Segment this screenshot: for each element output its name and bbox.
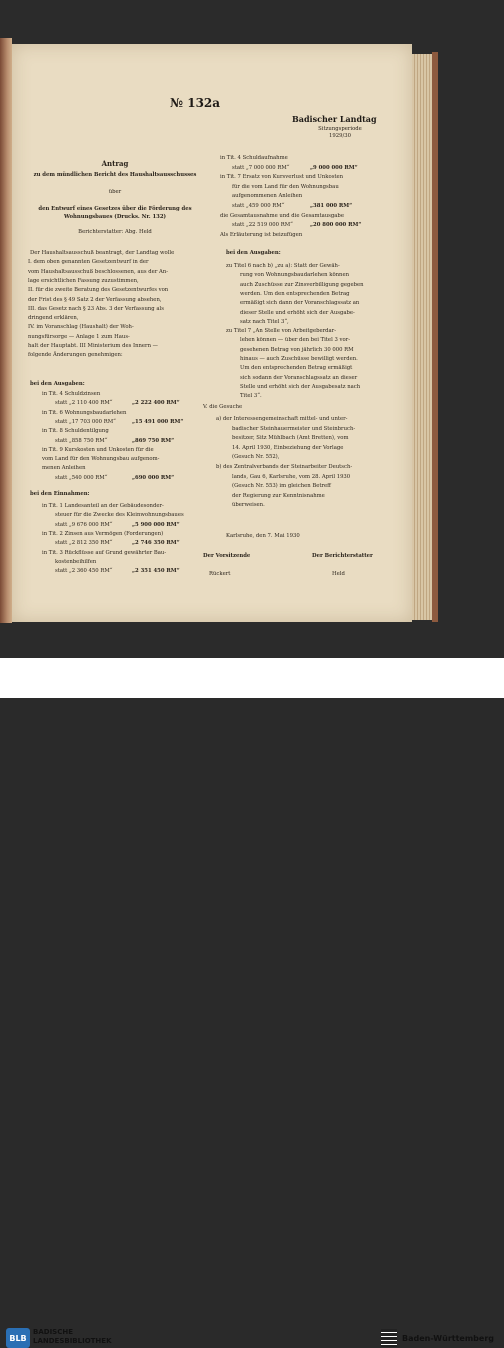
paragraph-line: lage ersichtlichen Fassung zuzustimmen, (28, 277, 139, 284)
right-top-value: „9 000 000 RM“ (310, 164, 358, 171)
einnahmen-line: statt „2 360 450 RM“ (55, 568, 113, 575)
right-top-line: statt „459 000 RM“ (232, 203, 285, 209)
ausgaben-line: statt „17 703 000 RM“ (55, 418, 116, 425)
vorsitzender-label: Der Vorsitzende (203, 553, 251, 559)
einnahmen-line: in Tit. 1 Landesanteil an der Gebäudesonder- (42, 503, 164, 509)
einnahmen-line: in Tit. 2 Zinsen aus Vermögen (Forderungen) (42, 530, 164, 537)
paragraph-line: nungsfürsorge — Anlage 1 zum Haus- (28, 333, 130, 340)
right-top-line: in Tit. 7 Ersatz von Kursverlust und Unkosten (220, 174, 344, 181)
entwurf-line-2: Wohnungsbaues (Drucks. Nr. 132) (63, 214, 167, 220)
berichterstatter-label: Der Berichterstatter (312, 553, 373, 559)
place-date: Karlsruhe, den 7. Mai 1930 (226, 533, 300, 539)
book-cover-right (432, 52, 438, 622)
erlaeuterung-line: Titel 3“. (240, 393, 262, 400)
entwurf-line-1: den Entwurf eines Gesetzes über die Förderung des (38, 206, 192, 212)
erlaeuterung-line: dieser Stelle und erhöht sich der Ausgabe- (240, 309, 355, 316)
ausgaben-value: „2 222 400 RM“ (132, 400, 180, 407)
gesuche-line: überweisen. (232, 502, 265, 509)
berichterstatter-line: Berichterstatter: Abg. Held (78, 229, 152, 235)
erlaeuterung-line: satz nach Titel 3“, (240, 318, 289, 325)
document-number: № 132a (170, 96, 221, 110)
ausgaben-line: in Tit. 6 Wohnungsbaudarlehen (42, 409, 127, 416)
paragraph-line: folgende Änderungen genehmigen: (28, 352, 123, 359)
footer-bar (0, 658, 504, 1345)
ausgaben-value: „690 000 RM“ (132, 474, 175, 481)
antrag-subtitle: zu dem mündlichen Bericht des Haushaltsausschusses (33, 172, 197, 178)
blb-name (33, 1328, 112, 1346)
gesuche-line: b) des Zentralverbands der Steinarbeiter Deutsch- (216, 464, 353, 470)
erlaeuterung-line: auch Zuschüsse zur Zinsverbilligung gegeben (240, 281, 364, 288)
parliament-name: Badischer Landtag (292, 114, 377, 124)
gesuche-line: a) der Interessengemeinschaft mittel- und unter- (216, 416, 348, 422)
paragraph-line: I. dem oben genannten Gesetzentwurf in der (28, 259, 149, 266)
ausgaben-line: menen Anleihen (42, 465, 86, 472)
right-top-value: „381 000 RM“ (310, 203, 353, 209)
antrag-heading: Antrag (101, 159, 129, 168)
gesuche-line: lands, Gau 6, Karlsruhe, vom 28. April 1930 (232, 473, 351, 480)
paragraph-line: der Frist des § 49 Satz 2 der Verfassung absehen, (28, 296, 162, 303)
ausgaben-value: „869 750 RM“ (132, 437, 175, 444)
einnahmen-line: statt „9 676 000 RM“ (55, 521, 113, 528)
right-top-line: Als Erläuterung ist beizufügen (220, 231, 303, 238)
ausgaben-line: statt „858 750 RM“ (55, 437, 108, 444)
session-years: 1929/30 (328, 133, 351, 139)
einnahmen-value: „2 746 350 RM“ (132, 540, 180, 547)
ausgaben-line: in Tit. 9 Kurskosten und Unkosten für die (42, 446, 154, 453)
book-cover-left (0, 38, 12, 623)
paragraph-line: halt der Hauptabt. III Ministerium des Innern — (28, 343, 158, 349)
right-top-line: aufgenommenen Anleihen (232, 193, 303, 200)
einnahmen-value: „5 900 000 RM“ (132, 521, 180, 528)
erlaeuterung-line: rung von Wohnungsbaudarlehen können (240, 272, 350, 279)
gesuche-line: der Regierung zur Kenntnisnahme (232, 492, 325, 499)
ausgaben-line: statt „540 000 RM“ (55, 474, 108, 481)
ausgaben-heading-left: bei den Ausgaben: (30, 381, 85, 387)
erlaeuterung-line: ermäßigt sich dann der Voranschlagssatz an (240, 300, 360, 307)
bw-label: Baden-Württemberg (402, 1334, 495, 1343)
blb-line-2: LANDESBIBLIOTHEK (33, 1337, 112, 1345)
gesuche-line: badischer Steinhauermeister und Steinbruch- (232, 425, 356, 432)
einnahmen-line: kostenbeihilfen (55, 558, 97, 565)
ausgaben-line: vom Land für den Wohnungsbau aufgenom- (42, 456, 160, 463)
einnahmen-line: in Tit. 3 Rückflüsse auf Grund gewährter Bau- (42, 549, 167, 556)
erlaeuterung-line: gesehenen Betrag von jährlich 30 000 RM (240, 346, 354, 353)
einnahmen-line: steuer für die Zwecke des Kleinwohnungsbaues (55, 512, 184, 519)
right-top-value: „20 800 000 RM“ (310, 222, 362, 229)
paragraph-line: dringend erklären, (28, 315, 79, 322)
einnahmen-line: statt „2 812 350 RM“ (55, 540, 113, 547)
paragraph-line: Der Haushaltsausschuß beantragt, der Landtag wolle (30, 250, 175, 256)
ausgaben-line: statt „2 110 400 RM“ (55, 400, 113, 407)
einnahmen-value: „2 351 450 RM“ (132, 568, 180, 575)
erlaeuterung-line: lehen können — über den bei Titel 3 vor- (240, 337, 351, 344)
session-label: Sitzungsperiode (318, 126, 362, 132)
right-top-line: die Gesamtausnahme und die Gesamtausgabe (220, 212, 344, 219)
erlaeuterung-line: Stelle und erhöht sich der Ausgabesatz nach (240, 383, 361, 390)
scan-stage (0, 0, 504, 658)
right-top-line: statt „22 519 000 RM“ (232, 222, 293, 229)
ausgaben-line: in Tit. 4 Schuldzinsen (42, 391, 101, 397)
gesuche-line: besitzer, Sitz Mühlbach (Amt Bretten), vom (232, 435, 349, 442)
gesuche-line: (Gesuch Nr. 553) im gleichen Betreff (232, 483, 331, 490)
erlaeuterung-line: werden. Um den entsprechenden Betrag (240, 290, 350, 297)
paragraph-line: IV. im Voranschlag (Haushalt) der Woh- (28, 324, 134, 331)
erlaeuterung-line: sich sodann der Voranschlagssatz an dieser (240, 374, 358, 381)
paragraph-line: III. das Gesetz nach § 23 Abs. 3 der Verfassung als (28, 305, 164, 312)
paragraph-line: vom Haushaltsausschuß beschlossenen, aus der An- (28, 268, 169, 275)
einnahmen-heading: bei den Einnahmen: (30, 491, 90, 497)
gesuche-line: (Gesuch Nr. 552), (232, 454, 280, 461)
bw-coat-of-arms-icon (381, 1329, 397, 1347)
blb-logo-icon: BLB (6, 1328, 30, 1348)
ausgaben-line: in Tit. 8 Schuldentilgung (42, 428, 109, 435)
antrag-ueber: über (108, 189, 122, 195)
ausgaben-value: „15 491 000 RM“ (132, 418, 184, 425)
erlaeuterung-line: Um den entsprechenden Betrag ermäßigt (240, 365, 353, 372)
ausgaben-heading-right: bei den Ausgaben: (226, 250, 281, 256)
right-top-line: für die vom Land für den Wohnungsbau (232, 183, 339, 190)
erlaeuterung-line: zu Titel 7 „An Stelle von Arbeitgeberdar- (226, 328, 337, 335)
erlaeuterung-line: hinaus — auch Zuschüsse bewilligt werden. (240, 356, 358, 362)
signature-rueckert: Rückert (209, 571, 231, 577)
signature-held: Held (332, 571, 345, 577)
page-stack-edge (412, 54, 432, 620)
blb-line-1: BADISCHE (33, 1328, 73, 1336)
right-top-line: in Tit. 4 Schuldaufnahme (220, 155, 288, 161)
paragraph-line: II. für die zweite Beratung des Gesetzentwurfes von (28, 287, 169, 294)
erlaeuterung-line: zu Titel 6 nach b) „zu a): Statt der Gewäh- (226, 263, 340, 269)
gesuche-line: 14. April 1930, Einbeziehung der Vorlage (232, 444, 344, 451)
gesuche-heading: V. die Gesuche (203, 404, 243, 410)
right-top-line: statt „7 000 000 RM“ (232, 164, 290, 171)
